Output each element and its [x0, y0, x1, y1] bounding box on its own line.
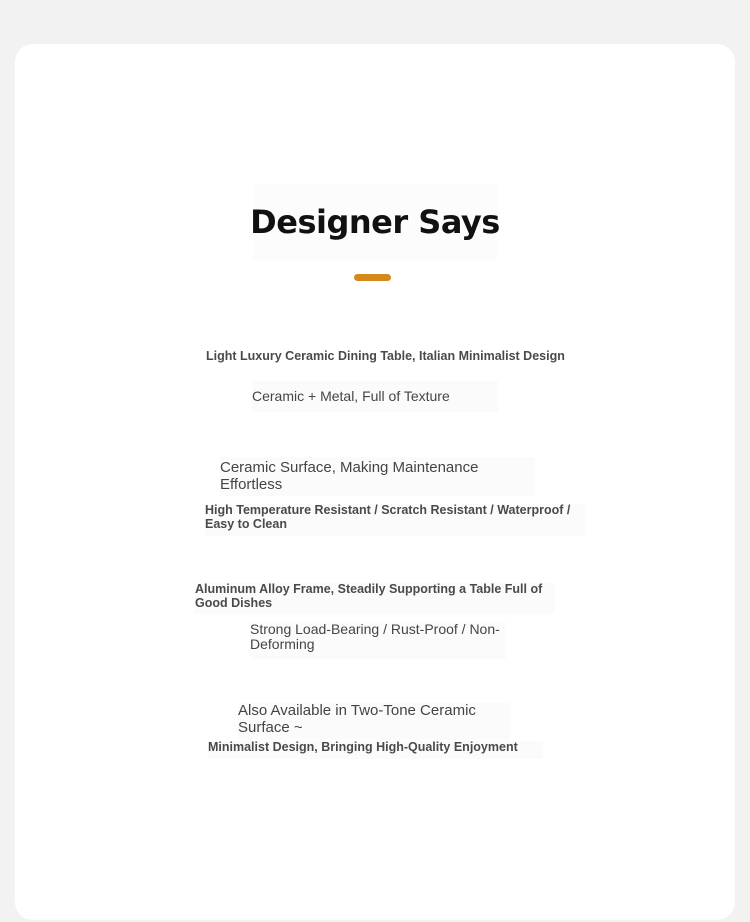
- title-accent-bar: [354, 274, 391, 281]
- feature-line-7: Also Available in Two-Tone Ceramic Surface ~: [238, 703, 510, 740]
- heading-container: [250, 184, 500, 260]
- feature-line-2: Ceramic + Metal, Full of Texture: [252, 381, 498, 412]
- feature-line-4: High Temperature Resistant / Scratch Resistant / Waterproof / Easy to Clean: [205, 504, 585, 536]
- feature-line-8: Minimalist Design, Bringing High-Quality Enjoyment: [208, 741, 543, 759]
- feature-line-5: Aluminum Alloy Frame, Steadily Supporting a Table Full of Good Dishes: [195, 583, 555, 614]
- content-card: [15, 44, 735, 920]
- section-title: Designer Says: [250, 203, 500, 241]
- feature-line-6: Strong Load-Bearing / Rust-Proof / Non-Deforming: [250, 622, 506, 659]
- feature-line-1: Light Luxury Ceramic Dining Table, Italian Minimalist Design: [206, 349, 565, 363]
- feature-line-3: Ceramic Surface, Making Maintenance Effortless: [220, 457, 535, 496]
